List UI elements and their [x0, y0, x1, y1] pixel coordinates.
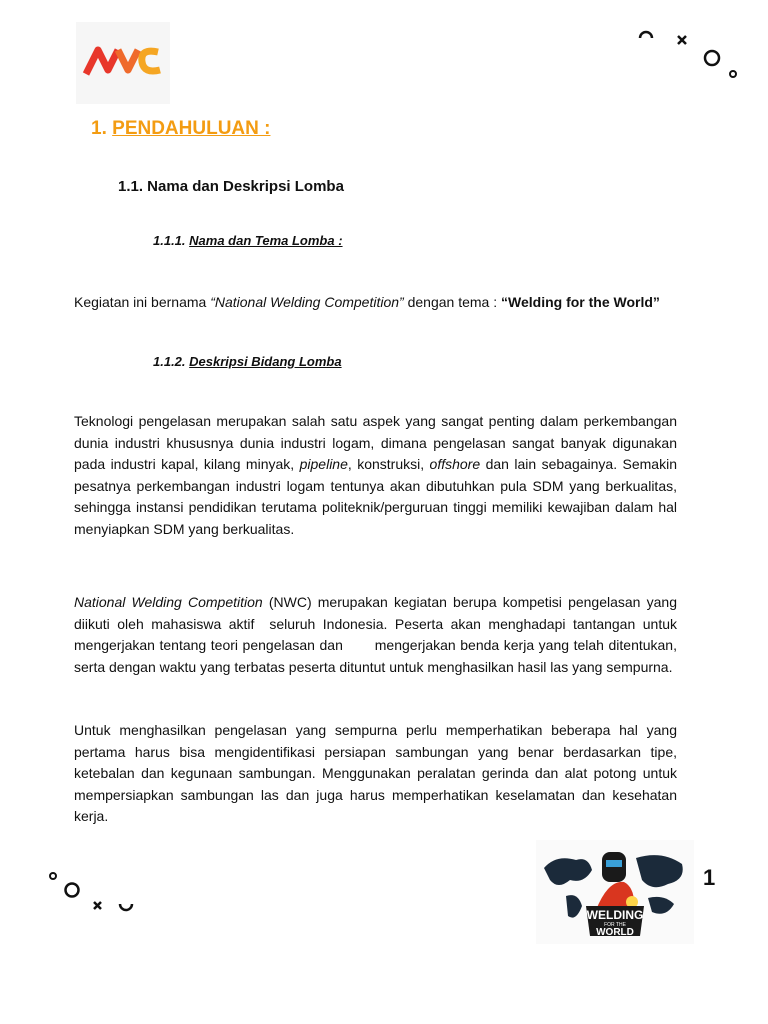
- decorative-shapes-bottom: [44, 866, 144, 920]
- decorative-shapes-top: [630, 24, 740, 84]
- paragraph-technology: Teknologi pengelasan merupakan salah satu aspek yang sangat penting dalam perkembangan dunia industri khususnya dunia industri logam, dimana pengelasan sangat banyak digunakan pada industri kapal, kilang minyak, pipeline, konstruksi, offshore dan lain sebagainya. Semakin pesatnya perkembangan industri logam tentunya akan dibutuhkan pula SDM yang berkualitas, sehingga instansi pendidikan terutama politeknik/perguruan tinggi memiliki kewajiban dalam hal menyiapkan SDM yang berkualitas.: [74, 413, 677, 537]
- page-number: 1: [703, 865, 716, 890]
- badge-line-3: WORLD: [596, 927, 634, 938]
- nwc-logo: [76, 22, 170, 104]
- sub-heading-name-theme: 1.1.1. Nama dan Tema Lomba :: [153, 233, 343, 248]
- nwc-logo-mark: [82, 42, 164, 82]
- subsection-title: 1.1. Nama dan Deskripsi Lomba: [118, 178, 344, 195]
- sub-heading-description: 1.1.2. Deskripsi Bidang Lomba: [153, 354, 342, 369]
- badge-line-1: WELDING: [586, 908, 644, 922]
- welding-for-the-world-badge: [536, 840, 694, 944]
- badge-line-2: FOR THE: [604, 922, 626, 928]
- paragraph-requirements: Untuk menghasilkan pengelasan yang sempurna perlu memperhatikan beberapa hal yang pertama harus bisa mengidentifikasi persiapan sambungan yang benar berdasarkan tipe, ketebalan dan kegunaan sambungan. Menggunakan peralatan gerinda dan alat potong untuk mempersiapkan sambungan las dan juga harus memperhatikan keselamatan dan kesehatan kerja.: [74, 722, 677, 824]
- intro-paragraph: Kegiatan ini bernama “National Welding Competition” dengan tema : “Welding for the World”: [74, 294, 660, 310]
- paragraph-nwc: National Welding Competition (NWC) merupakan kegiatan berupa kompetisi pengelasan yang diikuti oleh mahasiswa aktif seluruh Indonesia. Peserta akan menghadapi tantangan untuk mengerjakan tentang teori pengelasan dan mengerjakan benda kerja yang telah ditentukan, serta dengan waktu yang terbatas peserta dituntut untuk menghasilkan hasil las yang sempurna.: [74, 594, 681, 675]
- section-title: 1. PENDAHULUAN :: [91, 118, 271, 139]
- world-map-welder-icon: [536, 840, 694, 944]
